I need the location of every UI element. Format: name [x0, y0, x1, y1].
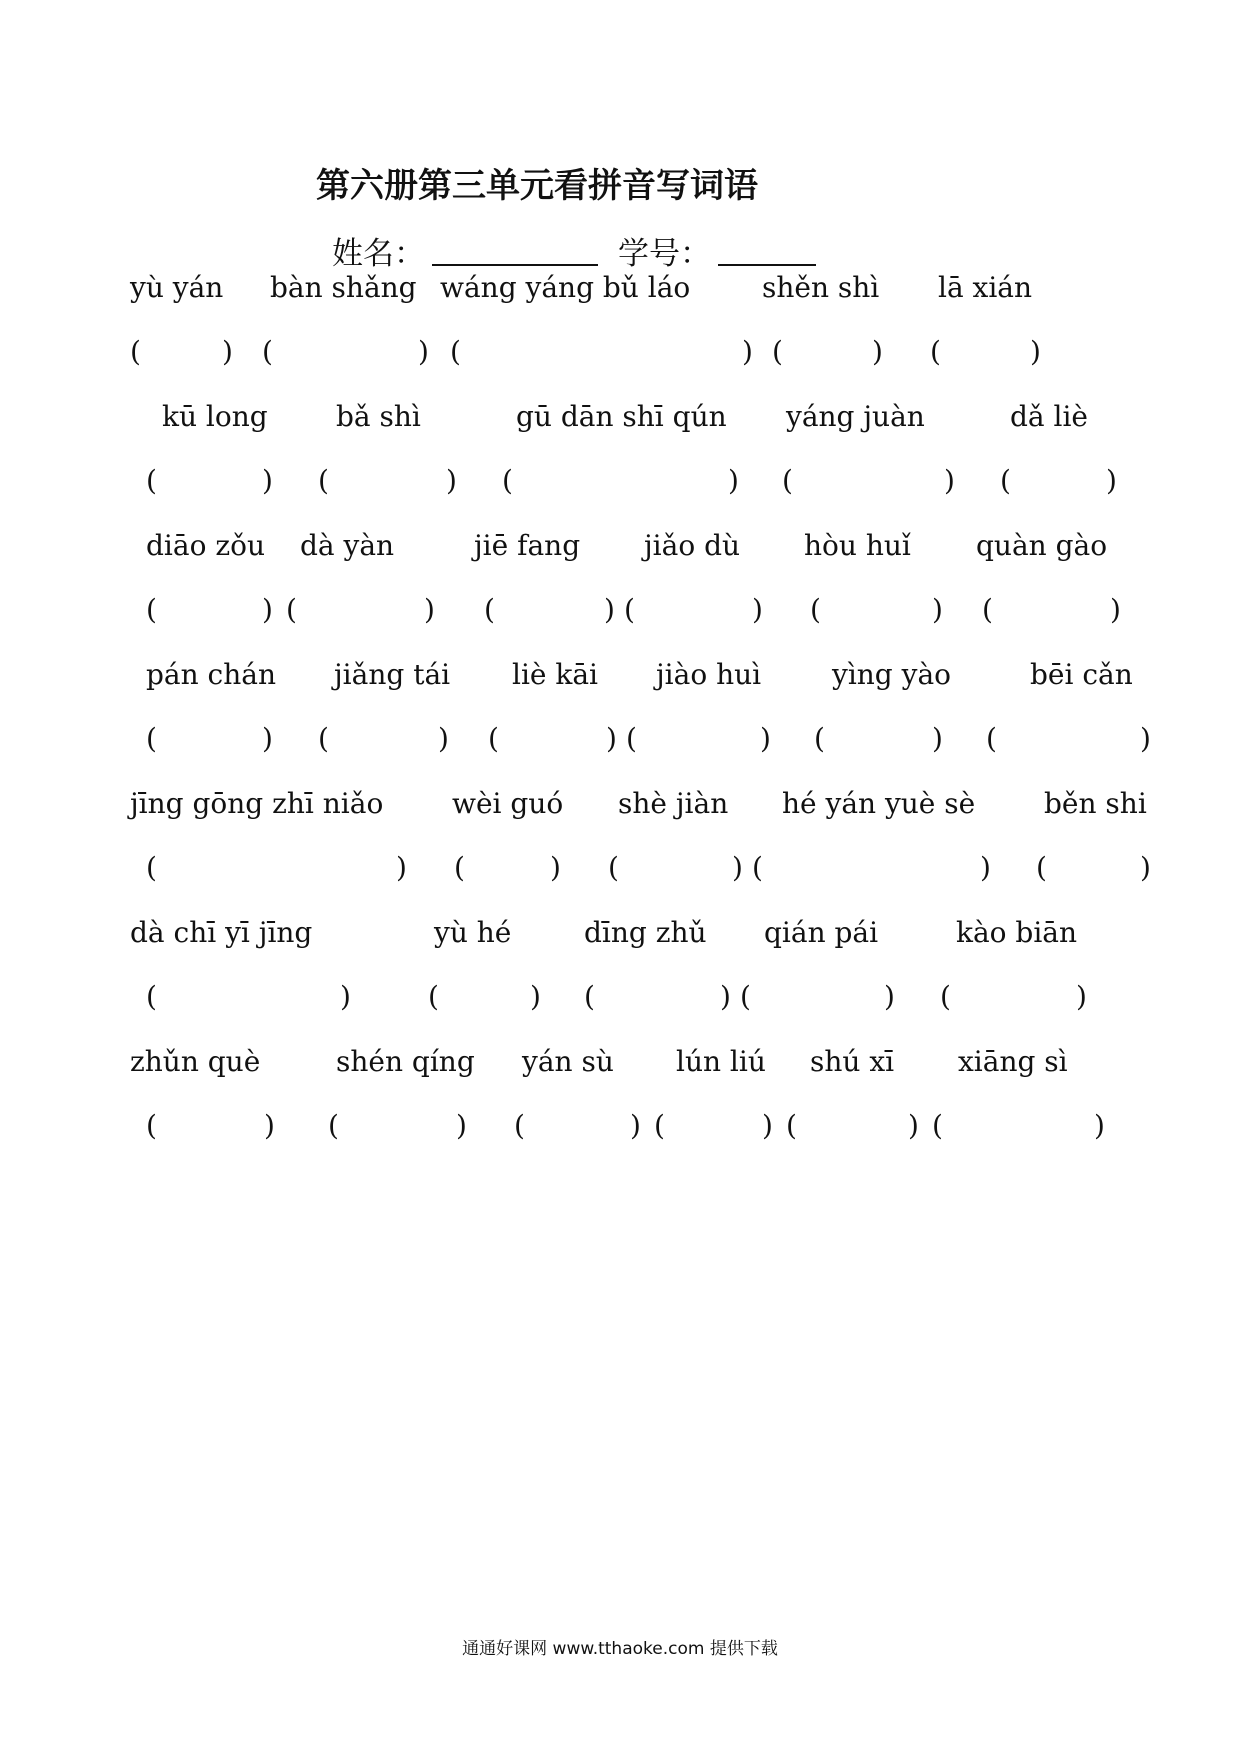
pinyin-word: dà chī yī jīng	[130, 916, 313, 949]
answer-paren-open: (	[772, 335, 783, 368]
answer-paren-close: )	[456, 1109, 467, 1142]
page-title: 第六册第三单元看拼音写词语	[316, 166, 758, 206]
answer-paren-close: )	[1140, 722, 1151, 755]
pinyin-word: shén qíng	[336, 1045, 475, 1078]
pinyin-word: pán chán	[146, 658, 276, 691]
answer-blank[interactable]	[442, 983, 530, 1013]
answer-paren-close: )	[872, 335, 883, 368]
answer-blank[interactable]	[144, 338, 222, 368]
answer-paren-open: (	[1000, 464, 1011, 497]
pinyin-word: gū dān shī qún	[516, 400, 727, 433]
pinyin-word: bàn shǎng	[270, 271, 417, 304]
answer-paren-open: (	[450, 335, 461, 368]
answer-paren-open: (	[318, 722, 329, 755]
answer-paren-open: (	[740, 980, 751, 1013]
pinyin-word: lā xián	[938, 271, 1033, 304]
answer-paren-open: (	[1036, 851, 1047, 884]
pinyin-word: dà yàn	[300, 529, 395, 562]
answer-paren-close: )	[262, 464, 273, 497]
pinyin-word: lún liú	[676, 1045, 766, 1078]
answer-paren-open: (	[318, 464, 329, 497]
answer-paren-close: )	[1106, 464, 1117, 497]
answer-paren-close: )	[908, 1109, 919, 1142]
student-number-label: 学号：	[618, 236, 711, 272]
name-label: 姓名：	[332, 236, 425, 272]
answer-paren-close: )	[1030, 335, 1041, 368]
answer-paren-close: )	[720, 980, 731, 1013]
answer-paren-open: (	[982, 593, 993, 626]
answer-paren-close: )	[932, 593, 943, 626]
answer-blank[interactable]	[276, 338, 418, 368]
pinyin-word: yù yán	[130, 271, 224, 304]
pinyin-word: yù hé	[434, 916, 512, 949]
answer-blank[interactable]	[160, 854, 396, 884]
answer-blank[interactable]	[754, 983, 884, 1013]
pinyin-word: hòu huǐ	[804, 529, 911, 562]
answer-paren-close: )	[424, 593, 435, 626]
answer-paren-open: (	[786, 1109, 797, 1142]
answer-paren-close: )	[728, 464, 739, 497]
pinyin-word: shú xī	[810, 1045, 895, 1078]
pinyin-word: diāo zǒu	[146, 529, 265, 562]
pinyin-word: qián pái	[764, 916, 879, 949]
pinyin-word: shěn shì	[762, 271, 880, 304]
answer-paren-close: )	[262, 722, 273, 755]
pinyin-word: wáng yáng bǔ láo	[440, 271, 691, 304]
answer-paren-close: )	[762, 1109, 773, 1142]
pinyin-word: jiǎng tái	[334, 658, 451, 691]
answer-blank[interactable]	[300, 596, 424, 626]
answer-paren-close: )	[530, 980, 541, 1013]
pinyin-word: bēi cǎn	[1030, 658, 1133, 691]
answer-paren-open: (	[484, 593, 495, 626]
pinyin-word: liè kāi	[512, 658, 598, 691]
answer-blank[interactable]	[954, 983, 1076, 1013]
answer-blank[interactable]	[946, 1112, 1094, 1142]
answer-blank[interactable]	[1014, 467, 1106, 497]
answer-blank[interactable]	[640, 725, 760, 755]
answer-paren-close: )	[752, 593, 763, 626]
answer-paren-close: )	[742, 335, 753, 368]
answer-blank[interactable]	[332, 467, 446, 497]
answer-paren-open: (	[146, 1109, 157, 1142]
answer-paren-close: )	[980, 851, 991, 884]
answer-paren-close: )	[732, 851, 743, 884]
pinyin-word: dīng zhǔ	[584, 916, 707, 949]
answer-blank[interactable]	[1050, 854, 1140, 884]
answer-paren-open: (	[262, 335, 273, 368]
answer-paren-close: )	[222, 335, 233, 368]
pinyin-word: jiē fang	[474, 529, 581, 562]
answer-paren-close: )	[760, 722, 771, 755]
pinyin-word: běn shi	[1044, 787, 1147, 820]
pinyin-word: hé yán yuè sè	[782, 787, 976, 820]
footer-credit: 通通好课网 www.tthaoke.com 提供下载	[462, 1639, 778, 1659]
answer-paren-close: )	[884, 980, 895, 1013]
answer-blank[interactable]	[468, 854, 550, 884]
answer-blank[interactable]	[638, 596, 752, 626]
answer-paren-open: (	[428, 980, 439, 1013]
pinyin-word: dǎ liè	[1010, 400, 1088, 433]
answer-blank[interactable]	[160, 983, 340, 1013]
pinyin-word: quàn gào	[976, 529, 1108, 562]
answer-blank[interactable]	[160, 1112, 264, 1142]
answer-blank[interactable]	[800, 1112, 908, 1142]
answer-paren-close: )	[1076, 980, 1087, 1013]
answer-blank[interactable]	[996, 596, 1110, 626]
answer-blank[interactable]	[502, 725, 606, 755]
answer-paren-open: (	[146, 722, 157, 755]
answer-blank[interactable]	[342, 1112, 456, 1142]
answer-blank[interactable]	[160, 467, 262, 497]
answer-paren-open: (	[502, 464, 513, 497]
answer-paren-close: )	[932, 722, 943, 755]
answer-blank[interactable]	[668, 1112, 762, 1142]
answer-paren-close: )	[446, 464, 457, 497]
answer-paren-open: (	[454, 851, 465, 884]
answer-paren-open: (	[814, 722, 825, 755]
pinyin-word: jiào huì	[656, 658, 762, 691]
answer-paren-close: )	[630, 1109, 641, 1142]
answer-paren-close: )	[604, 593, 615, 626]
pinyin-word: kū long	[162, 400, 268, 433]
answer-paren-open: (	[146, 851, 157, 884]
pinyin-word: xiāng sì	[958, 1045, 1068, 1078]
answer-blank[interactable]	[516, 467, 728, 497]
answer-paren-open: (	[654, 1109, 665, 1142]
answer-blank[interactable]	[1000, 725, 1140, 755]
answer-paren-open: (	[584, 980, 595, 1013]
answer-blank[interactable]	[160, 725, 262, 755]
answer-paren-open: (	[930, 335, 941, 368]
answer-blank[interactable]	[498, 596, 604, 626]
answer-blank[interactable]	[786, 338, 872, 368]
pinyin-word: bǎ shì	[336, 400, 421, 433]
answer-paren-close: )	[944, 464, 955, 497]
answer-paren-close: )	[418, 335, 429, 368]
pinyin-word: jīng gōng zhī niǎo	[130, 787, 384, 820]
answer-paren-open: (	[626, 722, 637, 755]
answer-paren-close: )	[264, 1109, 275, 1142]
answer-paren-close: )	[606, 722, 617, 755]
pinyin-word: yìng yào	[832, 658, 951, 691]
answer-paren-close: )	[396, 851, 407, 884]
answer-blank[interactable]	[766, 854, 980, 884]
answer-paren-close: )	[1140, 851, 1151, 884]
answer-paren-open: (	[146, 593, 157, 626]
answer-paren-open: (	[940, 980, 951, 1013]
answer-paren-open: (	[782, 464, 793, 497]
answer-blank[interactable]	[332, 725, 438, 755]
answer-blank[interactable]	[464, 338, 742, 368]
answer-blank[interactable]	[796, 467, 944, 497]
pinyin-word: jiǎo dù	[644, 529, 741, 562]
pinyin-word: zhǔn què	[130, 1045, 261, 1078]
answer-blank[interactable]	[944, 338, 1030, 368]
answer-blank[interactable]	[598, 983, 720, 1013]
answer-paren-open: (	[146, 980, 157, 1013]
pinyin-word: yán sù	[522, 1045, 614, 1078]
answer-paren-open: (	[608, 851, 619, 884]
pinyin-word: wèi guó	[452, 787, 564, 820]
answer-paren-close: )	[1110, 593, 1121, 626]
answer-paren-open: (	[624, 593, 635, 626]
answer-paren-open: (	[986, 722, 997, 755]
answer-blank[interactable]	[828, 725, 932, 755]
answer-paren-close: )	[1094, 1109, 1105, 1142]
answer-paren-close: )	[438, 722, 449, 755]
pinyin-word: kào biān	[956, 916, 1078, 949]
answer-blank[interactable]	[824, 596, 932, 626]
answer-blank[interactable]	[528, 1112, 630, 1142]
answer-paren-close: )	[550, 851, 561, 884]
answer-paren-open: (	[286, 593, 297, 626]
answer-paren-open: (	[328, 1109, 339, 1142]
answer-paren-close: )	[340, 980, 351, 1013]
answer-paren-open: (	[514, 1109, 525, 1142]
answer-paren-open: (	[932, 1109, 943, 1142]
pinyin-word: yáng juàn	[786, 400, 925, 433]
answer-paren-open: (	[752, 851, 763, 884]
answer-paren-open: (	[146, 464, 157, 497]
pinyin-word: shè jiàn	[618, 787, 729, 820]
answer-blank[interactable]	[160, 596, 262, 626]
answer-paren-open: (	[488, 722, 499, 755]
answer-paren-open: (	[130, 335, 141, 368]
answer-paren-open: (	[810, 593, 821, 626]
answer-blank[interactable]	[622, 854, 732, 884]
answer-paren-close: )	[262, 593, 273, 626]
